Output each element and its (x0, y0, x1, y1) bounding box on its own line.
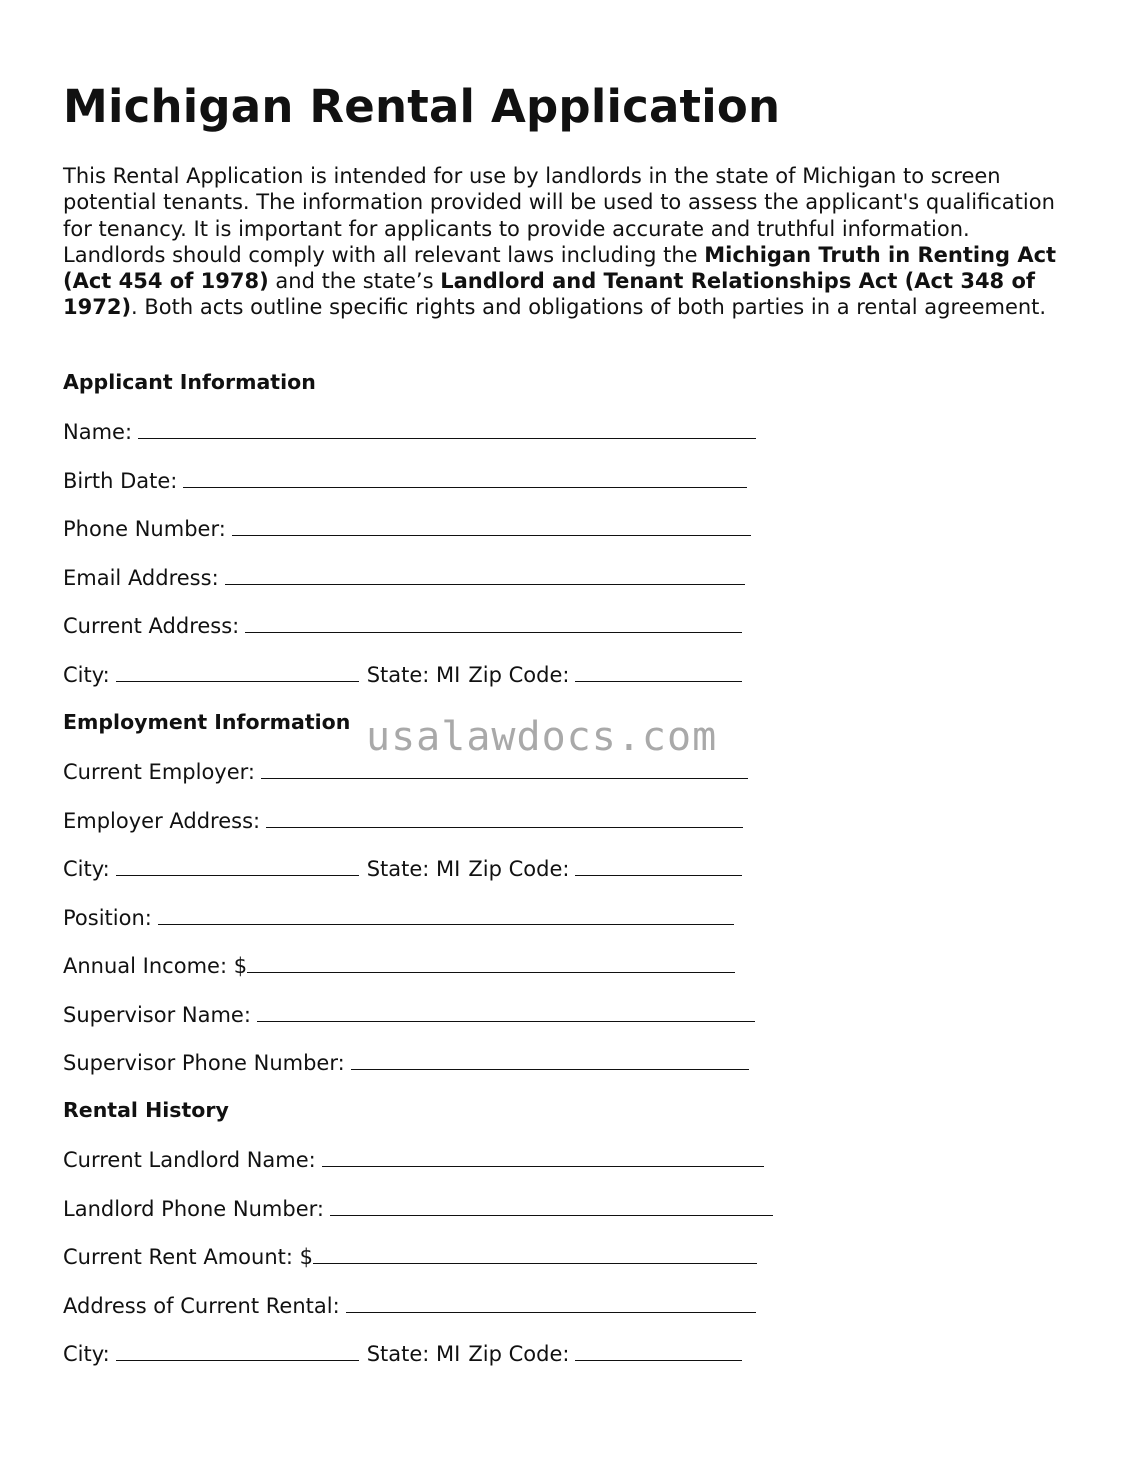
employment-section-heading: Employment Information (63, 710, 351, 734)
state-label: State: MI (366, 857, 461, 881)
employer-address-field-row (63, 807, 743, 833)
state-label: State: MI (366, 1342, 461, 1366)
employment-city-field[interactable] (116, 855, 359, 876)
supervisor-phone-label: Supervisor Phone Number: (63, 1051, 345, 1075)
employer-field-row (63, 758, 748, 784)
position-field[interactable] (158, 904, 734, 925)
landlord-phone-field-row (63, 1195, 773, 1221)
phone-label: Phone Number: (63, 517, 226, 541)
rental-address-label: Address of Current Rental: (63, 1294, 340, 1318)
rental-city-row (63, 1340, 742, 1366)
zip-label: Zip Code: (468, 1342, 570, 1366)
landlord-name-field[interactable] (322, 1146, 764, 1167)
intro-paragraph (63, 163, 1073, 321)
income-field[interactable] (247, 952, 735, 973)
email-field[interactable] (225, 564, 745, 585)
rental-address-field-row (63, 1292, 756, 1318)
position-field-row (63, 904, 734, 930)
intro-text-2: and the state’s (268, 269, 441, 294)
supervisor-phone-field-row (63, 1049, 749, 1075)
intro-act-2: Landlord and Tenant Relationships Act (Act 348 of 1972) (63, 269, 1036, 320)
city-label: City: (63, 1342, 110, 1366)
intro-text-3: . Both acts outline specific rights and obligations of both parties in a rental agreement. (131, 295, 1047, 320)
position-label: Position: (63, 906, 152, 930)
rental-city-field[interactable] (116, 1340, 359, 1361)
current-address-field[interactable] (245, 612, 742, 633)
name-field-row (63, 418, 756, 444)
income-field-row (63, 952, 735, 978)
employer-label: Current Employer: (63, 760, 255, 784)
landlord-name-field-row (63, 1146, 764, 1172)
employment-city-row (63, 855, 742, 881)
landlord-phone-field[interactable] (330, 1195, 773, 1216)
employer-field[interactable] (261, 758, 748, 779)
rental-address-field[interactable] (346, 1292, 756, 1313)
rental-section-heading: Rental History (63, 1098, 229, 1122)
document-title: Michigan Rental Application (63, 80, 781, 133)
birth-date-field[interactable] (183, 467, 747, 488)
supervisor-name-field[interactable] (257, 1001, 755, 1022)
applicant-city-field[interactable] (116, 661, 359, 682)
applicant-section-heading: Applicant Information (63, 370, 316, 394)
employer-address-label: Employer Address: (63, 809, 261, 833)
current-address-label: Current Address: (63, 614, 240, 638)
supervisor-phone-field[interactable] (351, 1049, 749, 1070)
rental-zip-field[interactable] (575, 1340, 742, 1361)
city-label: City: (63, 857, 110, 881)
landlord-name-label: Current Landlord Name: (63, 1148, 316, 1172)
name-label: Name: (63, 420, 133, 444)
employment-zip-field[interactable] (575, 855, 742, 876)
intro-text-1: This Rental Application is intended for use by landlords in the state of Michigan to screen potential tenants. The information provided will be used to assess the applicant's qualification for tenancy. It is important for applicants to provide accurate and truthful information. Landlords should comply with all relevant laws including the (63, 164, 1055, 267)
rent-amount-field-row (63, 1243, 757, 1269)
intro-act-1: Michigan Truth in Renting Act (Act 454 of 1978) (63, 242, 1057, 294)
supervisor-name-field-row (63, 1001, 755, 1027)
applicant-city-row (63, 661, 742, 687)
rent-amount-label: Current Rent Amount: $ (63, 1245, 313, 1269)
email-field-row (63, 564, 745, 590)
applicant-zip-field[interactable] (575, 661, 742, 682)
city-label: City: (63, 663, 110, 687)
zip-label: Zip Code: (468, 663, 570, 687)
watermark: usalawdocs.com (366, 714, 718, 760)
employer-address-field[interactable] (266, 807, 743, 828)
birth-date-label: Birth Date: (63, 469, 178, 493)
email-label: Email Address: (63, 566, 219, 590)
name-field[interactable] (138, 418, 756, 439)
phone-field-row (63, 515, 751, 541)
state-label: State: MI (366, 663, 461, 687)
rent-amount-field[interactable] (313, 1243, 757, 1264)
income-label: Annual Income: $ (63, 954, 248, 978)
landlord-phone-label: Landlord Phone Number: (63, 1197, 324, 1221)
supervisor-name-label: Supervisor Name: (63, 1003, 251, 1027)
current-address-field-row (63, 612, 742, 638)
zip-label: Zip Code: (468, 857, 570, 881)
birth-date-field-row (63, 467, 747, 493)
phone-field[interactable] (232, 515, 751, 536)
